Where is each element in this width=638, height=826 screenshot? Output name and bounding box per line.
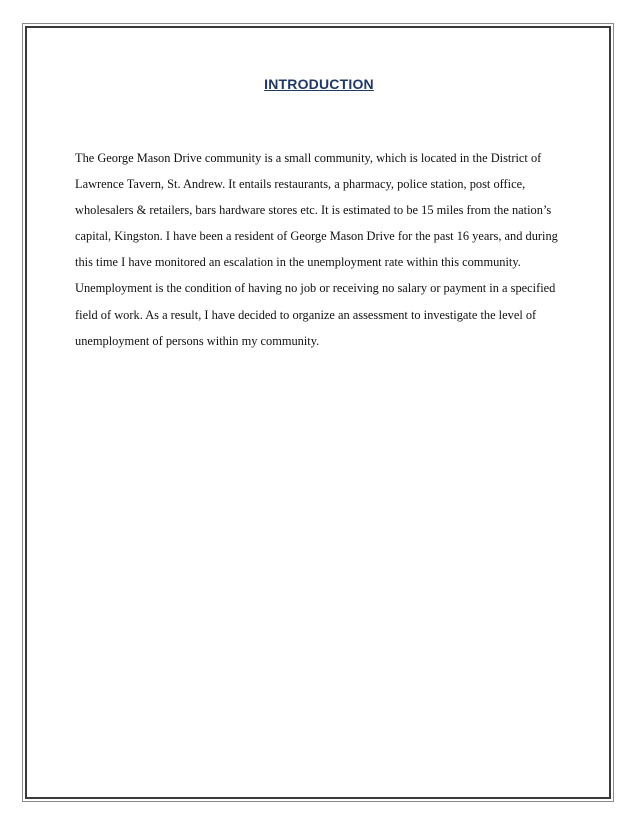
paragraph-line: unemployment of persons within my community. [75,333,320,348]
paragraph-line: field of work. As a result, I have decided to organize an assessment to investigate the level of [75,307,537,322]
paragraph-line: wholesalers & retailers, bars hardware stores etc. It is estimated to be 15 miles from the nation’s [75,203,552,218]
paragraph-line: Unemployment is the condition of having no job or receiving no salary or payment in a specified [75,281,556,296]
page-border [25,26,611,799]
paragraph-line: capital, Kingston. I have been a resident of George Mason Drive for the past 16 years, and during [75,229,558,244]
paragraph-line: this time I have monitored an escalation in the unemployment rate within this community. [75,255,521,270]
document-title: INTRODUCTION [264,76,374,92]
introduction-paragraph [75,150,565,359]
paragraph-line: The George Mason Drive community is a small community, which is located in the District of [75,151,542,165]
paragraph-line: Lawrence Tavern, St. Andrew. It entails restaurants, a pharmacy, police station, post office, [75,177,526,192]
